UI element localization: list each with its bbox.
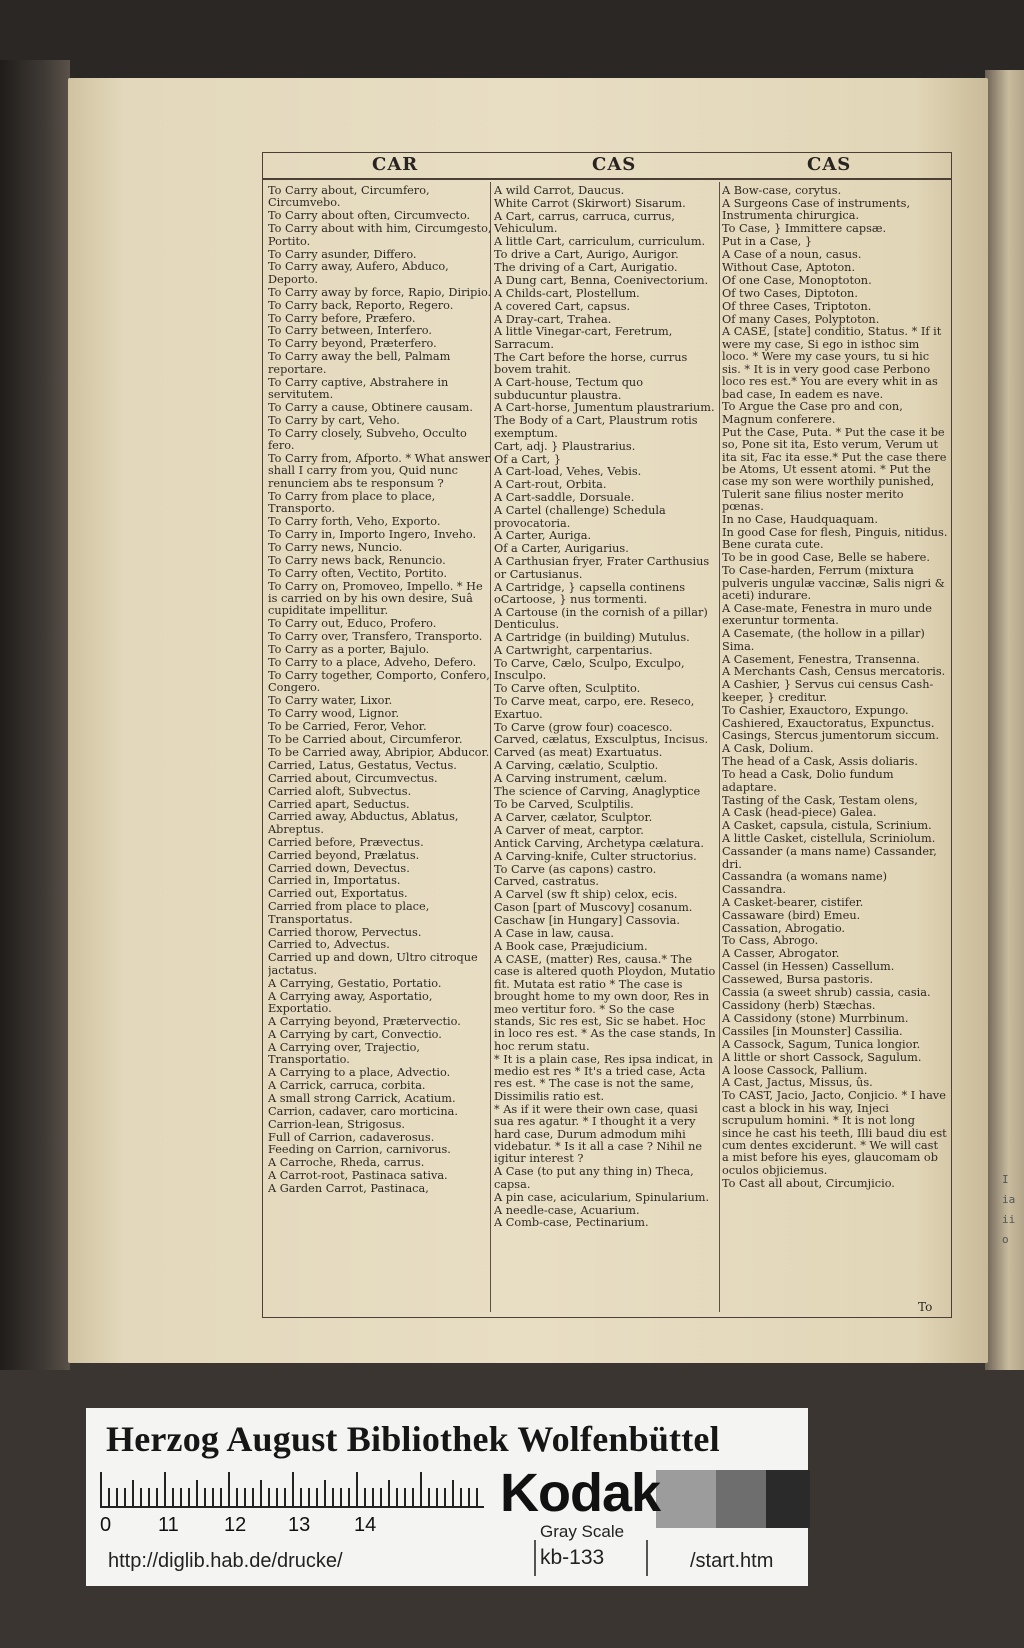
dictionary-entry: A Carver, cælator, Sculptor.: [494, 810, 653, 824]
ruler-tick: [164, 1472, 166, 1506]
gray-patch-light: [656, 1470, 716, 1528]
dictionary-entry: Carved, castratus.: [494, 875, 599, 889]
library-title: Herzog August Bibliothek Wolfenbüttel: [106, 1419, 720, 1459]
dictionary-entry: To Carry about, Circumfero, Circumvebo.: [268, 185, 430, 210]
dictionary-entry: A Cartridge (in building) Mutulus.: [494, 631, 690, 645]
dictionary-entry: A Carthusian fryer, Frater Carthusius or Cartusianus.: [494, 555, 710, 581]
dictionary-entry: Put the Case, Puta. * Put the case it be so, Pone sit ita, Esto verum, Verum ut ita sit, Fac ita esse.* Put the case there be Atoms, Ut essent atomi. * Put the case my son were worthily punished, Tulerit sane filius noster merito pœnas.: [722, 425, 947, 514]
book-left-edge: [0, 60, 70, 1370]
dictionary-entry: Carried, Latus, Gestatus, Vectus.: [268, 758, 457, 772]
dictionary-entry: A Cashier, } Servus cui census Cash-keeper, } creditur.: [722, 678, 934, 704]
dictionary-entry: A Carrot-root, Pastinaca sativa.: [268, 1169, 448, 1183]
dictionary-entry: A Childs-cart, Plostellum.: [494, 286, 640, 300]
dictionary-entry: Carried out, Exportatus.: [268, 887, 408, 901]
ruler-tick: [100, 1472, 102, 1506]
catchword: To: [918, 1300, 933, 1314]
dictionary-entry: To be in good Case, Belle se habere.: [722, 551, 930, 565]
separator: [534, 1540, 536, 1576]
ruler-tick: [276, 1488, 278, 1506]
dictionary-entry: A needle-case, Acuarium.: [494, 1203, 640, 1217]
ruler-number: 12: [224, 1514, 247, 1536]
scanner-background-top: [0, 0, 1024, 80]
ruler-tick: [444, 1488, 446, 1506]
ruler-tick: [404, 1488, 406, 1506]
dictionary-entry: Carried thorow, Pervectus.: [268, 925, 422, 939]
dictionary-entry: To Carry between, Interfero.: [268, 324, 432, 338]
dictionary-entry: A Carver of meat, carptor.: [494, 823, 644, 837]
dictionary-entry: A Carvel (sw ft ship) celox, ecis.: [494, 888, 678, 902]
dictionary-entry: The Body of a Cart, Plaustrum rotis exemptum.: [494, 414, 698, 440]
ruler-tick: [116, 1488, 118, 1506]
dictionary-entry: To drive a Cart, Aurigo, Aurigor.: [494, 248, 679, 262]
dictionary-entry: A Carrying to a place, Advectio.: [268, 1066, 451, 1080]
dictionary-entry: A Book case, Præjudicium.: [494, 939, 648, 953]
dictionary-entry: Carried down, Devectus.: [268, 861, 410, 875]
dictionary-entry: A Casket-bearer, cistifer.: [722, 895, 864, 909]
header-right: CAS: [807, 154, 852, 175]
dictionary-entry: A little Casket, cistellula, Scriniolum.: [722, 832, 936, 846]
dictionary-entry: To Carve meat, carpo, ere. Reseco, Exartuo.: [494, 695, 695, 721]
dictionary-entry: Of many Cases, Polyptoton.: [722, 312, 880, 326]
dictionary-entry: A CASE, (matter) Res, causa.* The case is altered quoth Ploydon, Mutatio fit. Mutata est ratio * The case is brought home to my own door, Res in meo vertitur foro. * So the case stands, Sic res est, Sic se habet. Hoc in loco res est. * As the case stands, In hoc rerum statu.: [494, 952, 716, 1053]
dictionary-entry: A Carving, cælatio, Sculptio.: [494, 759, 659, 773]
dictionary-entry: To Carry often, Vectito, Portito.: [268, 566, 447, 580]
dictionary-entry: To Carry by cart, Veho.: [268, 413, 400, 427]
ruler-tick: [148, 1488, 150, 1506]
ruler-tick: [180, 1488, 182, 1506]
ruler-tick: [252, 1488, 254, 1506]
dictionary-entry: To Carry about often, Circumvecto.: [268, 209, 471, 223]
dictionary-entry: Carved (as meat) Exartuatus.: [494, 746, 663, 760]
ruler-tick: [420, 1472, 422, 1506]
ruler-tick: [260, 1480, 262, 1506]
dictionary-entry: Cart, adj. } Plaustrarius.: [494, 439, 636, 453]
dictionary-entry: A Comb-case, Pectinarium.: [494, 1216, 649, 1230]
dictionary-entry: A Carrying, Gestatio, Portatio.: [268, 976, 442, 990]
ruler: [100, 1472, 484, 1536]
dictionary-entry: To Case, } Immittere capsæ.: [722, 222, 887, 236]
dictionary-entry: Carried beyond, Prælatus.: [268, 848, 420, 862]
dictionary-entry: A little Cart, carriculum, curriculum.: [494, 235, 706, 249]
running-header: [262, 152, 952, 180]
dictionary-entry: Carried away, Abductus, Ablatus, Abreptus.: [268, 810, 459, 836]
dictionary-entry: A Carrick, carruca, corbita.: [268, 1078, 426, 1092]
dictionary-entry: To Carry over, Transfero, Transporto.: [268, 630, 483, 644]
dictionary-entry: A Cartel (challenge) Schedula provocatoria.: [494, 504, 666, 530]
dictionary-entry: Put in a Case, }: [722, 235, 813, 249]
dictionary-entry: A Garden Carrot, Pastinaca,: [268, 1182, 429, 1196]
dictionary-entry: To Carve (as capons) castro.: [494, 862, 657, 876]
dictionary-entry: A loose Cassock, Pallium.: [722, 1063, 868, 1077]
dictionary-entry: Feeding on Carrion, carnivorus.: [268, 1143, 451, 1157]
dictionary-entry: Cassandra (a womans name) Cassandra.: [722, 870, 888, 896]
dictionary-entry: Cassewed, Bursa pastoris.: [722, 973, 874, 987]
ruler-tick: [316, 1488, 318, 1506]
dictionary-entry: A Case (to put any thing in) Theca, capsa.: [494, 1165, 694, 1191]
dictionary-entry: To Carry water, Lixor.: [268, 694, 393, 708]
dictionary-entry: Carried from place to place, Transportatus.: [268, 900, 430, 926]
dictionary-entry: A Carter, Auriga.: [494, 529, 592, 543]
dictionary-entry: Cashiered, Exauctoratus, Expunctus.: [722, 716, 935, 730]
dictionary-entry: Carrion, cadaver, caro morticina.: [268, 1104, 458, 1118]
dictionary-entry: A Casket, capsula, cistula, Scrinium.: [722, 819, 932, 833]
column-divider-2: [719, 182, 720, 1312]
edge-mark: ia: [1002, 1193, 1016, 1206]
dictionary-entry: A Cartwright, carpentarius.: [494, 644, 653, 658]
dictionary-entry: A Cart-rout, Orbita.: [494, 478, 607, 492]
dictionary-entry: To Carry together, Comporto, Confero, Congero.: [268, 668, 490, 695]
dictionary-entry: A Cartouse (in the cornish of a pillar) Denticulus.: [494, 605, 708, 632]
ruler-tick: [460, 1488, 462, 1506]
dictionary-entry: A Case of a noun, casus.: [722, 248, 862, 262]
dictionary-entry: Cassel (in Hessen) Cassellum.: [722, 960, 895, 974]
dictionary-entry: Tasting of the Cask, Testam olens,: [722, 793, 918, 807]
ruler-tick: [220, 1488, 222, 1506]
ruler-tick: [348, 1488, 350, 1506]
dictionary-entry: The Cart before the horse, currus bovem trahit.: [494, 350, 688, 377]
ruler-tick: [468, 1488, 470, 1506]
dictionary-entry: To Argue the Case pro and con, Magnum conferere.: [722, 400, 903, 426]
dictionary-entry: Carried apart, Seductus.: [268, 797, 410, 811]
dictionary-entry: A Carroche, Rheda, carrus.: [268, 1156, 425, 1170]
ruler-number: 13: [288, 1514, 311, 1536]
dictionary-entry: To Carve (grow four) coacesco.: [494, 720, 673, 734]
dictionary-entry: To Carry back, Reporto, Regero.: [268, 298, 454, 312]
dictionary-entry: To Carry away the bell, Palmam reportare.: [268, 350, 451, 376]
dictionary-entry: A Carrying beyond, Prætervectio.: [268, 1014, 461, 1028]
dictionary-entry: A Case in law, causa.: [494, 927, 615, 941]
ruler-tick: [388, 1480, 390, 1506]
column-1: [268, 185, 493, 1303]
dictionary-entry: A Carving instrument, cælum.: [494, 772, 668, 786]
dictionary-entry: Cassidony (herb) Stæchas.: [722, 999, 876, 1012]
dictionary-entry: Antick Carving, Archetypa cælatura.: [494, 836, 704, 850]
dictionary-entry: To Carry asunder, Differo.: [268, 247, 417, 261]
dictionary-entry: The driving of a Cart, Aurigatio.: [494, 260, 678, 274]
dictionary-entry: To Carry away, Aufero, Abduco, Deporto.: [268, 260, 449, 286]
ruler-tick: [124, 1488, 126, 1506]
dictionary-entry: A Cart-load, Vehes, Vebis.: [494, 465, 642, 479]
dictionary-entry: A covered Cart, capsus.: [494, 299, 631, 313]
ruler-tick: [436, 1488, 438, 1506]
kodak-logo: Kodak: [500, 1463, 661, 1523]
gray-patch-dark: [766, 1470, 810, 1528]
ruler-tick: [452, 1480, 454, 1506]
dictionary-entry: Caschaw [in Hungary] Cassovia.: [494, 914, 680, 928]
ruler-tick: [156, 1488, 158, 1506]
dictionary-entry: A little or short Cassock, Sagulum.: [722, 1050, 922, 1064]
ruler-tick: [236, 1488, 238, 1506]
dictionary-entry: A Cart-house, Tectum quo subducuntur plaustra.: [494, 376, 643, 402]
edge-mark: I: [1002, 1173, 1009, 1186]
dictionary-entry: A little Vinegar-cart, Feretrum, Sarracum.: [494, 325, 673, 351]
dictionary-entry: In no Case, Haudquaquam.: [722, 513, 878, 527]
dictionary-entry: A small strong Carrick, Acatium.: [268, 1091, 456, 1105]
dictionary-entry: Full of Carrion, cadaverosus.: [268, 1130, 435, 1144]
dictionary-entry: Cassaware (bird) Emeu.: [722, 908, 861, 922]
dictionary-entry: Carried to, Advectus.: [268, 938, 390, 952]
dictionary-entry: To Carve often, Sculptito.: [494, 682, 641, 696]
dictionary-entry: The science of Carving, Anaglyptice: [494, 785, 701, 799]
shelf-code: kb-133: [540, 1546, 605, 1569]
header-middle: CAS: [592, 154, 637, 175]
ruler-tick: [292, 1472, 294, 1506]
dictionary-entry: A Surgeons Case of instruments, Instrumenta chirurgica.: [722, 196, 911, 223]
dictionary-entry: A Carrying by cart, Convectio.: [268, 1027, 442, 1041]
edge-mark: o: [1002, 1233, 1009, 1246]
dictionary-entry: A Cask (head-piece) Galea.: [722, 806, 877, 820]
ruler-tick: [356, 1472, 358, 1506]
digitization-target-card: [86, 1408, 808, 1586]
dictionary-entry: A Casement, Fenestra, Transenna.: [722, 652, 920, 666]
ruler-tick: [300, 1488, 302, 1506]
dictionary-entry: Cassia (a sweet shrub) cassia, casia.: [722, 986, 931, 1000]
dictionary-entry: To Carry to a place, Adveho, Defero.: [268, 656, 477, 670]
dictionary-entry: To be Carried, Feror, Vehor.: [268, 720, 427, 734]
ruler-tick: [396, 1488, 398, 1506]
dictionary-entry: To Carry news, Nuncio.: [268, 540, 403, 554]
ruler-tick: [340, 1488, 342, 1506]
ruler-tick: [188, 1488, 190, 1506]
dictionary-entry: To Cashier, Exauctoro, Expungo.: [722, 703, 909, 717]
dictionary-entry: Cason [part of Muscovy] cosanum.: [494, 901, 693, 915]
header-left: CAR: [372, 154, 419, 175]
dictionary-entry: To Carry away by force, Rapio, Diripio.: [268, 285, 492, 299]
dictionary-entry: A Bow-case, corytus.: [722, 185, 842, 197]
dictionary-entry: A wild Carrot, Daucus.: [494, 185, 625, 197]
dictionary-entry: A Casser, Abrogator.: [722, 947, 840, 961]
facing-page-marks: [1002, 1170, 1015, 1250]
dictionary-entry: A Cask, Dolium.: [722, 742, 814, 756]
dictionary-entry: Of two Cases, Diptoton.: [722, 286, 858, 300]
dictionary-entry: To Carry beyond, Præterfero.: [268, 337, 437, 351]
dictionary-entry: * It is a plain case, Res ipsa indicat, in medio est res * It's a tried case, Acta res est. * The case is not the same, Dissimilis ratio est.: [494, 1052, 713, 1103]
dictionary-entry: To Carry wood, Lignor.: [268, 707, 400, 721]
separator: [646, 1540, 648, 1576]
dictionary-entry: A Dray-cart, Trahea.: [494, 312, 612, 326]
column-2: [494, 185, 716, 1303]
dictionary-entry: Carried about, Circumvectus.: [268, 771, 438, 785]
ruler-tick: [196, 1480, 198, 1506]
dictionary-entry: A Cart, carrus, carruca, currus, Vehiculum.: [494, 209, 675, 236]
ruler-tick: [268, 1488, 270, 1506]
gray-patch-mid: [716, 1470, 766, 1528]
dictionary-entry: White Carrot (Skirwort) Sisarum.: [494, 196, 686, 210]
dictionary-entry: Of three Cases, Triptoton.: [722, 299, 872, 313]
ruler-tick: [428, 1488, 430, 1506]
dictionary-entry: A Casemate, (the hollow in a pillar) Sima.: [722, 627, 925, 653]
dictionary-entry: To Carry forth, Veho, Exporto.: [268, 515, 441, 529]
ruler-tick: [412, 1488, 414, 1506]
dictionary-entry: To Carve, Cælo, Sculpo, Exculpo, Insculpo.: [494, 657, 685, 683]
dictionary-entry: To Carry as a porter, Bajulo.: [268, 643, 430, 657]
ruler-tick: [308, 1488, 310, 1506]
dictionary-entry: A pin case, acicularium, Spinularium.: [494, 1190, 710, 1204]
dictionary-entry: To Carry from place to place, Transporto.: [268, 489, 436, 516]
dictionary-entry: A Cast, Jactus, Missus, ûs.: [722, 1076, 873, 1090]
dictionary-entry: Cassation, Abrogatio.: [722, 921, 846, 935]
dictionary-entry: A Dung cart, Benna, Coenivectorium.: [494, 273, 709, 287]
dictionary-entry: Of a Carter, Aurigarius.: [494, 542, 629, 556]
ruler-number: 11: [158, 1514, 179, 1536]
dictionary-entry: A Carving-knife, Culter structorius.: [494, 849, 697, 863]
dictionary-entry: A CASE, [state] conditio, Status. * If it were my case, Si ego in isthoc sim loco. * Were my case yours, tu si hic sis. * It is in very good case Perbono loco res est.* You are every whit in as bad case, In eadem es nave.: [722, 325, 942, 401]
dictionary-entry: * As if it were their own case, quasi sua res agatur. * I thought it a very hard case, Durum admodum mihi videbatur. * Is it all a case ? Nihil ne igitur interest ?: [494, 1102, 703, 1166]
dictionary-entry: A Cart-horse, Jumentum plaustrarium.: [494, 401, 715, 415]
ruler-tick: [228, 1472, 230, 1506]
dictionary-entry: Without Case, Aptoton.: [722, 260, 856, 274]
dictionary-entry: To Cass, Abrogo.: [722, 934, 819, 948]
ruler-bar: [100, 1472, 484, 1508]
dictionary-entry: To Case-harden, Ferrum (mixtura pulveris ungulæ vaccinæ, Salis nigri & aceti) indurare.: [722, 564, 945, 602]
ruler-number: 14: [354, 1514, 377, 1536]
ruler-tick: [204, 1488, 206, 1506]
dictionary-entry: To Carry on, Promoveo, Impello. * He is carried on by his own desire, Suâ cupiditate impellitur.: [268, 579, 483, 618]
dictionary-entry: A Merchants Cash, Census mercatoris.: [722, 665, 946, 679]
dictionary-entry: To Carry closely, Subveho, Occulto fero.: [268, 426, 467, 453]
dictionary-entry: Carried aloft, Subvectus.: [268, 784, 412, 798]
ruler-number: 0: [100, 1514, 112, 1536]
ruler-tick: [332, 1488, 334, 1506]
dictionary-entry: A Cassock, Sagum, Tunica longior.: [722, 1037, 921, 1051]
dictionary-entry: Cassander (a mans name) Cassander, dri.: [722, 845, 937, 871]
ruler-tick: [364, 1488, 366, 1506]
ruler-tick: [372, 1488, 374, 1506]
ruler-tick: [476, 1488, 478, 1506]
dictionary-entry: To Carry before, Præfero.: [268, 311, 416, 325]
ruler-tick: [172, 1488, 174, 1506]
dictionary-entry: Cassiles [in Mounster] Cassilia.: [722, 1024, 903, 1038]
dictionary-entry: To Carry in, Importo Ingero, Inveho.: [268, 527, 477, 541]
dictionary-entry: To be Carried about, Circumferor.: [268, 732, 463, 746]
dictionary-entry: To Carry out, Educo, Profero.: [268, 617, 437, 631]
edge-mark: ii: [1002, 1213, 1016, 1226]
dictionary-entry: To Carry captive, Abstrahere in servitutem.: [268, 375, 449, 401]
ruler-tick: [212, 1488, 214, 1506]
gray-scale-label: Gray Scale: [540, 1522, 625, 1541]
ruler-tick: [324, 1480, 326, 1506]
dictionary-entry: Carved, cælatus, Exsculptus, Incisus.: [494, 733, 709, 747]
ruler-tick: [140, 1488, 142, 1506]
dictionary-entry: To be Carried away, Abripior, Abducor.: [268, 745, 490, 759]
dictionary-entry: To CAST, Jacio, Jacto, Conjicio. * I have cast a block in his way, Injeci scrupulum homini. * It is not long since he cast his teeth, Illi baud diu est cum dentes exciderunt. * We will cast a mist before his eyes, glaucomam ob oculos objiciemus.: [722, 1089, 947, 1177]
dictionary-entry: To be Carved, Sculptilis.: [494, 798, 634, 811]
ruler-tick: [108, 1488, 110, 1506]
dictionary-entry: Carried in, Importatus.: [268, 874, 401, 888]
dictionary-entry: To head a Cask, Dolio fundum adaptare.: [722, 768, 894, 794]
dictionary-entry: A Cart-saddle, Dorsuale.: [494, 491, 635, 505]
ruler-tick: [284, 1488, 286, 1506]
dictionary-entry: Casings, Stercus jumentorum siccum.: [722, 729, 940, 743]
dictionary-entry: A Carrying over, Trajectio, Transportatio.: [268, 1040, 420, 1067]
ruler-tick: [380, 1488, 382, 1506]
source-url: http://diglib.hab.de/drucke/: [108, 1550, 343, 1572]
dictionary-entry: To Carry a cause, Obtinere causam.: [268, 400, 473, 414]
dictionary-entry: Carrion-lean, Strigosus.: [268, 1117, 405, 1131]
dictionary-entry: A Carrying away, Asportatio, Exportatio.: [268, 989, 433, 1015]
dictionary-entry: Carried up and down, Ultro citroque jactatus.: [268, 951, 478, 977]
ruler-tick: [244, 1488, 246, 1506]
dictionary-entry: A Cassidony (stone) Murrbinum.: [722, 1011, 909, 1025]
dictionary-entry: To Carry from, Afporto. * What answer shall I carry from you, Quid nunc renunciem abs te responsum ?: [268, 452, 490, 490]
dictionary-entry: Of a Cart, }: [494, 452, 562, 466]
dictionary-entry: In good Case for flesh, Pinguis, nitidus. Bene curata cute.: [722, 525, 948, 552]
dictionary-entry: Carried before, Prævectus.: [268, 835, 424, 849]
dictionary-entry: The head of a Cask, Assis doliaris.: [722, 755, 918, 769]
column-3: [722, 185, 948, 1303]
dictionary-entry: Of one Case, Monoptoton.: [722, 273, 872, 287]
dictionary-entry: A Cartridge, } capsella continens oCartoose, } nus tormenti.: [494, 580, 686, 606]
dictionary-entry: A Case-mate, Fenestra in muro unde exeruntur tormenta.: [722, 601, 932, 628]
ruler-tick: [132, 1480, 134, 1506]
dictionary-entry: To Carry about with him, Circumgesto, Portito.: [268, 222, 492, 248]
dictionary-entry: To Carry news back, Renuncio.: [268, 553, 446, 567]
start-url: /start.htm: [690, 1550, 774, 1572]
dictionary-entry: To Cast all about, Circumjicio.: [722, 1176, 895, 1190]
